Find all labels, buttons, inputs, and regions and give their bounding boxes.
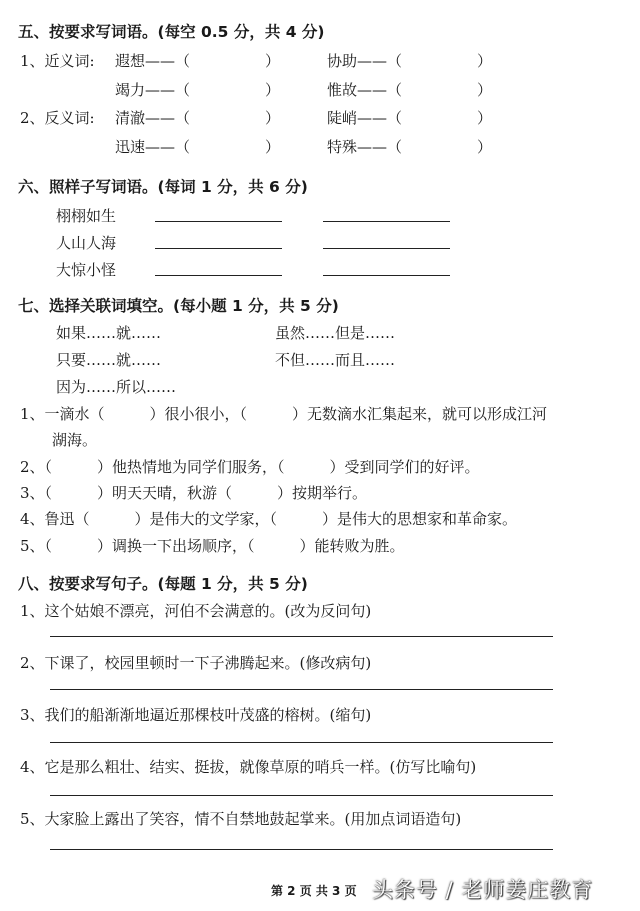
page-number: 第 2 页 共 3 页 bbox=[271, 884, 357, 898]
synonym-item-3: 竭力——（ ） bbox=[115, 81, 281, 99]
fill-question-1: 1、一滴水（ ）很小很小，（ ）无数滴水汇集起来，就可以形成江河 bbox=[20, 405, 548, 423]
synonym-item-2: 协助——（ ） bbox=[327, 52, 493, 70]
example-word-2: 人山人海 bbox=[56, 234, 117, 252]
conjunction-option: 因为……所以…… bbox=[56, 378, 177, 396]
answer-line[interactable] bbox=[50, 742, 553, 743]
synonym-item-1: 遐想——（ ） bbox=[115, 52, 281, 70]
conjunction-option: 如果……就…… bbox=[56, 324, 162, 342]
sentence-question-5: 5、大家脸上露出了笑容，情不自禁地鼓起掌来。(用加点词语造句) bbox=[20, 810, 462, 828]
example-word-3: 大惊小怪 bbox=[56, 261, 117, 279]
antonym-item-3: 迅速——（ ） bbox=[115, 138, 281, 156]
sentence-question-2: 2、下课了，校园里顿时一下子沸腾起来。(修改病句) bbox=[20, 654, 372, 672]
answer-line[interactable] bbox=[155, 275, 282, 276]
conjunction-option: 不但……而且…… bbox=[275, 351, 396, 369]
answer-line[interactable] bbox=[50, 689, 553, 690]
sentence-question-1: 1、这个姑娘不漂亮，河伯不会满意的。(改为反问句) bbox=[20, 602, 372, 620]
answer-line[interactable] bbox=[155, 248, 282, 249]
section-8-title: 八、按要求写句子。(每题 1 分，共 5 分) bbox=[18, 575, 308, 593]
antonym-item-2: 陡峭——（ ） bbox=[327, 109, 493, 127]
answer-line[interactable] bbox=[155, 221, 282, 222]
fill-question-3: 3、（ ）明天天晴，秋游（ ）按期举行。 bbox=[20, 484, 368, 502]
example-word-1: 栩栩如生 bbox=[56, 207, 117, 225]
fill-question-1-cont: 湖海。 bbox=[52, 431, 98, 449]
answer-line[interactable] bbox=[50, 795, 553, 796]
section-5-title: 五、按要求写词语。(每空 0.5 分，共 4 分) bbox=[18, 23, 325, 41]
sentence-question-4: 4、它是那么粗壮、结实、挺拔，就像草原的哨兵一样。(仿写比喻句) bbox=[20, 758, 477, 776]
sentence-question-3: 3、我们的船渐渐地逼近那棵枝叶茂盛的榕树。(缩句) bbox=[20, 706, 372, 724]
conjunction-option: 只要……就…… bbox=[56, 351, 162, 369]
fill-question-4: 4、鲁迅（ ）是伟大的文学家，（ ）是伟大的思想家和革命家。 bbox=[20, 510, 518, 528]
section-7-title: 七、选择关联词填空。(每小题 1 分，共 5 分) bbox=[18, 297, 339, 315]
conjunction-option: 虽然……但是…… bbox=[275, 324, 396, 342]
answer-line[interactable] bbox=[50, 849, 553, 850]
synonym-item-4: 惟故——（ ） bbox=[327, 81, 493, 99]
answer-line[interactable] bbox=[323, 275, 450, 276]
fill-question-5: 5、（ ）调换一下出场顺序，（ ）能转败为胜。 bbox=[20, 537, 405, 555]
watermark: 头条号 / 老师姜庄教育 bbox=[372, 878, 594, 902]
fill-question-2: 2、（ ）他热情地为同学们服务，（ ）受到同学们的好评。 bbox=[20, 458, 480, 476]
antonym-item-4: 特殊——（ ） bbox=[327, 138, 493, 156]
answer-line[interactable] bbox=[50, 636, 553, 637]
answer-line[interactable] bbox=[323, 248, 450, 249]
answer-line[interactable] bbox=[323, 221, 450, 222]
antonym-item-1: 清澈——（ ） bbox=[115, 109, 281, 127]
section-6-title: 六、照样子写词语。(每词 1 分，共 6 分) bbox=[18, 178, 308, 196]
q1-label-synonyms: 1、近义词: bbox=[20, 52, 95, 70]
q2-label-antonyms: 2、反义词: bbox=[20, 109, 95, 127]
